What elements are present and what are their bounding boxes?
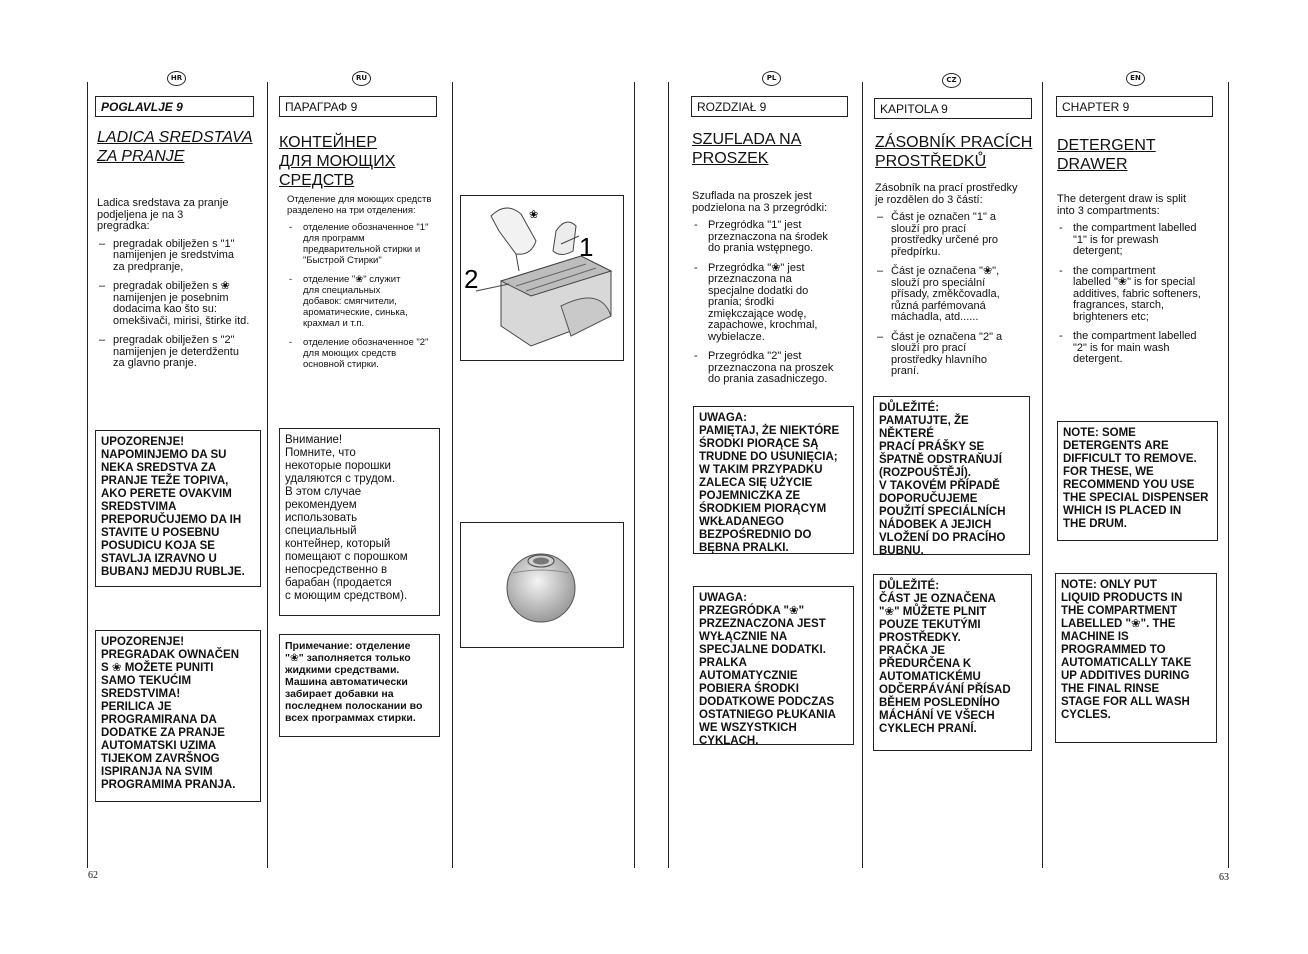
list-dash: - — [289, 274, 293, 285]
warning-line: PROGRAMMED TO — [1061, 644, 1166, 656]
section-title-pl — [692, 130, 801, 168]
warning-line: UPOZORENJE! — [101, 436, 185, 448]
item-line: slouží pro prací — [891, 342, 967, 354]
item-line: praní. — [891, 365, 920, 377]
warning-line: BEZPOŚREDNIO DO — [699, 529, 812, 541]
warning-line: SAMO TEKUĆIM — [101, 675, 192, 687]
warning-line: SREDSTVIMA — [101, 501, 177, 513]
warning-line: использовать — [285, 512, 358, 524]
warning-line: WHICH IS PLACED IN — [1063, 505, 1182, 517]
divider-line — [634, 82, 635, 868]
warning-box-ru — [279, 428, 440, 616]
item-line: do prania wstępnego. — [708, 242, 814, 254]
warning-line: PAMIĘTAJ, ŻE NIEKTÓRE — [699, 425, 840, 437]
warning-line: AUTOMATICKÉMU — [879, 671, 981, 683]
intro-line: разделено на три отделения: — [287, 205, 416, 216]
warning-line: NOTE: ONLY PUT — [1061, 579, 1157, 591]
divider-line — [267, 82, 268, 868]
title-line: КОНТЕЙНЕР — [279, 134, 377, 151]
item-line: namijenjen je sredstvima — [113, 249, 235, 261]
item-line: omekšivači, mirisi, štirke itd. — [113, 314, 250, 327]
title-line: SZUFLADA NA — [692, 131, 802, 148]
compartment-item — [97, 239, 262, 274]
item-line: namijenjen je posebnim — [113, 291, 229, 304]
warning-line: "❀" заполняется только — [285, 652, 411, 664]
title-line: СРЕДСТВ — [279, 172, 355, 189]
warning-line: PRANJE TEŽE TOPIVA, — [101, 475, 229, 487]
intro-line: into 3 compartments: — [1057, 204, 1160, 217]
item-line: zmiękczające wodę, — [708, 307, 807, 320]
warning-line: PRAČKA JE — [879, 645, 946, 657]
item-line: для программ — [303, 233, 365, 244]
item-line: dodacima kao što su: — [113, 303, 217, 315]
intro-line: Ladica sredstava za pranje — [97, 197, 229, 209]
item-line: Část je označena "2" a — [891, 330, 1003, 343]
warning-line: BUBNU. — [879, 545, 924, 557]
note-box-pl — [693, 586, 854, 745]
intro-paragraph — [875, 183, 1035, 206]
item-line: různá parfémovaná — [891, 299, 986, 312]
warning-box-hr — [95, 430, 261, 587]
intro-line: The detergent draw is split — [1057, 193, 1187, 205]
item-line: přísady, změkčovadla, — [891, 288, 1000, 300]
item-line: wybielacze. — [708, 330, 765, 343]
warning-line: ŚRODKI PIORĄCE SĄ — [699, 438, 819, 450]
chapter-heading-hr: POGLAVLJE 9 — [95, 96, 254, 117]
warning-line: UPOZORENJE! — [101, 636, 185, 648]
title-line: DETERGENT — [1057, 137, 1156, 154]
intro-line: Отделение для моющих средств — [287, 194, 432, 205]
warning-line: специальный — [285, 525, 357, 537]
warning-line: STAGE FOR ALL WASH — [1061, 696, 1190, 708]
warning-line: помещают с порошком — [285, 551, 408, 563]
warning-line: LABELLED "❀". THE — [1061, 618, 1176, 630]
language-badge-cz: CZ — [942, 73, 961, 88]
item-line: prostředky hlavního — [891, 353, 987, 366]
item-line: pregradak obilježen s "2" — [113, 334, 235, 346]
intro-paragraph — [287, 194, 449, 216]
intro-line: Szuflada na proszek jest — [692, 190, 812, 202]
warning-line: ISPIRANJA NA SVIM — [101, 766, 213, 778]
item-line: предварительной стирки и — [303, 244, 421, 255]
warning-line: PERILICA JE — [101, 701, 172, 713]
item-line: prostředky určené pro — [891, 234, 998, 246]
warning-line: WKŁADANEGO — [699, 516, 784, 528]
warning-line: NAPOMINJEMO DA SU — [101, 449, 227, 461]
item-line: slouží pro speciální — [891, 276, 986, 289]
language-badge-ru: RU — [352, 71, 371, 86]
warning-line: THE FINAL RINSE — [1061, 683, 1160, 695]
item-line: Przegródka "2" jest — [708, 350, 802, 362]
list-dash: – — [99, 280, 106, 292]
warning-line: DIFFICULT TO REMOVE. — [1063, 453, 1197, 465]
item-line: detergent; — [1073, 245, 1123, 257]
warning-line: рекомендуем — [285, 499, 357, 511]
note-box-hr — [95, 630, 261, 802]
body-text-en — [1057, 194, 1217, 374]
language-badge-pl: PL — [762, 71, 781, 86]
list-dash: - — [1059, 330, 1063, 342]
warning-line: PRZEZNACZONA JEST — [699, 618, 826, 630]
warning-line: STAVLJA IZRAVNO U — [101, 553, 217, 565]
item-line: ароматические, синька, — [303, 307, 408, 318]
intro-line: pregradka: — [97, 220, 150, 232]
divider-line — [862, 82, 863, 868]
intro-line: podzielona na 3 przegródki: — [692, 201, 828, 214]
warning-line: MACHINE IS — [1061, 631, 1129, 643]
item-line: the compartment labelled — [1073, 330, 1197, 342]
item-line: Przegródka "1" jest — [708, 219, 802, 231]
item-line: labelled "❀" is for special — [1073, 276, 1196, 288]
warning-line: TRUDNE DO USUNIĘCIA; — [699, 451, 838, 463]
compartment-item — [97, 335, 262, 370]
warning-line: PROGRAMIMA PRANJA. — [101, 779, 236, 791]
warning-line: ODČERPÁVÁNÍ PŘÍSAD — [879, 684, 1011, 696]
item-line: fragrances, starch, — [1073, 299, 1165, 311]
compartment-item — [692, 351, 857, 386]
warning-line: UP ADDITIVES DURING — [1061, 670, 1190, 682]
list-dash: – — [99, 334, 106, 346]
warning-line: некоторые порошки — [285, 460, 391, 472]
item-line: detergent. — [1073, 353, 1123, 365]
warning-line: NEKA SREDSTVA ZA — [101, 462, 217, 474]
item-line: отделение обозначенное "2" — [303, 337, 429, 348]
language-badge-en: EN — [1126, 71, 1145, 86]
list-dash: - — [694, 261, 698, 274]
compartment-item — [875, 212, 1035, 258]
compartment-list — [287, 222, 449, 370]
warning-line: VLOŽENÍ DO PRACÍHO — [879, 532, 1006, 544]
warning-box-en — [1057, 421, 1218, 541]
list-dash: - — [694, 219, 698, 231]
chapter-heading-cz: KAPITOLA 9 — [874, 98, 1032, 119]
warning-line: Внимание! — [285, 434, 343, 446]
warning-line: ČÁST JE OZNAČENA — [879, 593, 996, 605]
warning-line: PRACÍ PRÁŠKY SE — [879, 441, 985, 453]
language-badge-hr: HR — [167, 71, 186, 86]
compartment-item — [875, 332, 1035, 378]
warning-line: POJEMNICZKA ZE — [699, 490, 801, 502]
warning-line: AUTOMATSKI UZIMA — [101, 740, 217, 752]
compartment-item — [1057, 331, 1217, 366]
warning-line: ŚRODKIEM PIORĄCYM — [699, 503, 827, 515]
note-box-en — [1055, 573, 1217, 743]
warning-line: PRALKA — [699, 657, 747, 669]
warning-line: с моющим средством). — [285, 590, 408, 602]
section-title-en — [1057, 136, 1156, 174]
chapter-heading-en: CHAPTER 9 — [1056, 96, 1213, 117]
warning-line: CYCLES. — [1061, 709, 1111, 721]
item-line: prania; środki — [708, 296, 775, 308]
warning-line: контейнер, который — [285, 538, 391, 550]
warning-line: AKO PERETE OVAKVIM — [101, 488, 232, 500]
item-line: для специальных — [303, 285, 381, 296]
warning-line: SREDSTVIMA! — [101, 688, 181, 700]
compartment-item — [97, 281, 262, 327]
list-dash: - — [694, 350, 698, 362]
item-line: additives, fabric softeners, — [1073, 287, 1201, 300]
item-line: pregradak obilježen s ❀ — [113, 280, 230, 292]
intro-line: podjeljena je na 3 — [97, 208, 184, 221]
warning-line: UWAGA: — [699, 412, 747, 424]
divider-line — [87, 82, 88, 868]
intro-paragraph — [1057, 194, 1217, 217]
item-line: pregradak obilježen s "1" — [113, 237, 235, 250]
warning-line: удаляются с трудом. — [285, 473, 396, 485]
title-line: PROSTŘEDKŮ — [875, 153, 987, 170]
warning-line: Примечание: отделение — [285, 640, 411, 652]
warning-line: DOPORUČUJEME — [879, 493, 978, 505]
item-line: předpírku. — [891, 245, 941, 258]
warning-line: забирает добавки на — [285, 688, 394, 700]
warning-line: ZALECA SIĘ UŻYCIE — [699, 477, 813, 489]
dispenser-ball-figure — [460, 522, 624, 648]
intro-line: Zásobník na prací prostředky — [875, 182, 1018, 194]
warning-line: POBIERA ŚRODKI — [699, 683, 799, 695]
page-number-right: 63 — [1219, 872, 1229, 883]
section-title-hr — [97, 128, 253, 166]
warning-line: S ❀ MOŽETE PUNITI — [101, 662, 214, 674]
warning-line: W TAKIM PRZYPADKU — [699, 464, 823, 476]
list-dash: – — [877, 265, 884, 277]
list-dash: - — [1059, 264, 1063, 277]
list-dash: – — [99, 237, 106, 250]
section-title-ru — [279, 133, 395, 190]
warning-line: MÁCHÁNÍ VE VŠECH — [879, 710, 995, 722]
list-dash: – — [877, 330, 884, 343]
page-number-left: 62 — [88, 870, 98, 881]
warning-line: WYŁĄCZNIE NA — [699, 631, 788, 643]
item-line: the compartment — [1073, 264, 1156, 277]
warning-line: PRZEGRÓDKA "❀" — [699, 605, 805, 617]
warning-line: Машина автоматически — [285, 676, 408, 688]
warning-line: (ROZPOUŠTĚJÍ). — [879, 467, 972, 479]
item-line: zapachowe, krochmal, — [708, 319, 818, 331]
warning-line: PREPORUČUJEMO DA IH — [101, 514, 242, 526]
note-box-cz — [873, 574, 1032, 751]
warning-line: THE SPECIAL DISPENSER — [1063, 492, 1209, 504]
divider-line — [1228, 82, 1229, 868]
item-line: do prania zasadniczego. — [708, 373, 828, 385]
warning-line: последнем полоскании во — [285, 700, 423, 712]
compartment-item — [287, 222, 449, 266]
drawer-illustration — [461, 196, 623, 360]
dispenser-ball-illustration — [461, 523, 623, 647]
title-line: PROSZEK — [692, 150, 769, 167]
compartment-item — [875, 266, 1035, 324]
warning-line: SPECJALNE DODATKI. — [699, 644, 826, 656]
warning-line: PAMATUJTE, ŽE NĚKTERÉ — [879, 415, 969, 440]
item-line: za glavno pranje. — [113, 357, 197, 369]
list-dash: - — [289, 222, 293, 233]
intro-paragraph — [692, 191, 857, 214]
warning-line: барабан (продается — [285, 577, 392, 589]
compartment-item — [692, 220, 857, 255]
warning-line: всех программах стирки. — [285, 712, 416, 724]
body-text-hr — [97, 198, 262, 378]
item-line: Przegródka "❀" jest — [708, 261, 805, 274]
title-line: LADICA SREDSTAVA — [97, 129, 253, 146]
compartment-list — [97, 239, 262, 370]
warning-line: WE WSZYSTKICH — [699, 722, 797, 734]
chapter-heading-pl: ROZDZIAŁ 9 — [691, 96, 848, 117]
compartment-item — [692, 263, 857, 344]
detergent-drawer-figure — [460, 195, 624, 361]
item-line: przeznaczona na proszek — [708, 361, 834, 374]
item-line: the compartment labelled — [1073, 222, 1197, 234]
warning-line: THE COMPARTMENT — [1061, 605, 1178, 617]
warning-line: POUZE TEKUTÝMI — [879, 619, 981, 631]
item-line: основной стирки. — [303, 359, 379, 370]
body-text-ru — [287, 194, 449, 378]
item-line: добавок: смягчители, — [303, 296, 397, 307]
compartment-item — [287, 337, 449, 370]
item-line: brighteners etc; — [1073, 310, 1149, 323]
title-line: ДЛЯ МОЮЩИХ — [279, 153, 396, 170]
warning-line: В этом случае — [285, 486, 362, 498]
warning-line: CYKLECH PRANÍ. — [879, 723, 977, 735]
item-line: za predpranje, — [113, 260, 184, 273]
warning-line: DODATKOWE PODCZAS — [699, 696, 835, 708]
item-line: крахмал и т.п. — [303, 318, 365, 329]
warning-line: PŘEDURČENA K — [879, 658, 972, 670]
warning-line: RECOMMEND YOU USE — [1063, 479, 1195, 491]
warning-line: PROGRAMIRANA DA — [101, 714, 217, 726]
warning-line: CYKLACH. — [699, 735, 759, 747]
warning-line: THE DRUM. — [1063, 518, 1127, 530]
intro-paragraph — [97, 198, 262, 233]
warning-line: BUBANJ MEDJU RUBLJE. — [101, 566, 245, 578]
warning-line: PROSTŘEDKY. — [879, 632, 961, 644]
item-line: "2" is for main wash — [1073, 341, 1170, 354]
warning-line: DŮLEŽITÉ: — [879, 402, 940, 414]
title-line: ZÁSOBNÍK PRACÍCH — [875, 134, 1033, 151]
compartment-item — [1057, 223, 1217, 258]
note-box-ru — [279, 634, 440, 737]
warning-line: Помните, что — [285, 447, 356, 459]
list-dash: - — [1059, 222, 1063, 234]
compartment-label-2: 2 — [464, 264, 479, 294]
warning-line: STAVITE U POSEBNU — [101, 527, 220, 539]
item-line: "1" is for prewash — [1073, 233, 1159, 246]
item-line: specjalne dodatki do — [708, 284, 809, 297]
warning-line: LIQUID PRODUCTS IN — [1061, 592, 1183, 604]
item-line: отделение обозначенное "1" — [303, 222, 429, 233]
warning-line: TIJEKOM ZAVRŠNOG — [101, 753, 220, 765]
item-line: Část je označen "1" a — [891, 211, 997, 223]
warning-line: DŮLEŽITÉ: — [879, 580, 940, 592]
warning-line: AUTOMATYCZNIE — [699, 670, 798, 682]
list-dash: – — [877, 211, 884, 223]
warning-line: AUTOMATICALLY TAKE — [1061, 657, 1192, 669]
item-line: Část je označena "❀", — [891, 265, 1000, 277]
warning-line: POUŽITÍ SPECIÁLNÍCH — [879, 506, 1006, 518]
warning-line: OSTATNIEGO PŁUKANIA — [699, 709, 836, 721]
item-line: "Быстрой Стирки" — [303, 255, 382, 266]
warning-line: жидкими средствами. — [285, 664, 400, 676]
body-text-pl — [692, 191, 857, 394]
warning-box-pl — [693, 406, 854, 554]
section-title-cz — [875, 133, 1032, 171]
warning-box-cz — [873, 396, 1030, 555]
item-line: máchadla, atd...... — [891, 311, 979, 323]
compartment-item — [1057, 266, 1217, 324]
warning-line: BĚHEM POSLEDNÍHO — [879, 697, 1000, 709]
divider-line — [1042, 82, 1043, 868]
compartment-list — [875, 212, 1035, 378]
warning-line: DODATKE ZA PRANJE — [101, 727, 225, 739]
list-dash: - — [289, 337, 293, 348]
body-text-cz — [875, 183, 1035, 386]
divider-line — [452, 82, 453, 868]
flower-icon: ❀ — [529, 208, 539, 221]
warning-line: NOTE: SOME — [1063, 427, 1136, 439]
compartment-list — [1057, 223, 1217, 366]
item-line: отделение "❀" служит — [303, 274, 401, 285]
chapter-heading-ru: ПАРАГРАФ 9 — [279, 96, 437, 117]
warning-line: непосредственно в — [285, 564, 388, 576]
warning-line: NÁDOBEK A JEJICH — [879, 519, 992, 531]
item-line: slouží pro prací — [891, 222, 967, 235]
item-line: для моющих средств — [303, 348, 397, 359]
divider-line — [668, 82, 669, 868]
compartment-item — [287, 274, 449, 329]
title-line: ZA PRANJE — [97, 148, 185, 165]
compartment-label-1: 1 — [579, 232, 594, 262]
warning-line: BĘBNA PRALKI. — [699, 542, 789, 554]
item-line: namijenjen je deterdžentu — [113, 345, 239, 358]
warning-line: UWAGA: — [699, 592, 747, 604]
warning-line: "❀" MŮŽETE PLNIT — [879, 606, 987, 618]
item-line: przeznaczona na — [708, 273, 792, 285]
item-line: przeznaczona na środek — [708, 230, 828, 243]
warning-line: PREGRADAK OWNAČEN — [101, 649, 239, 661]
warning-line: V TAKOVÉM PŘÍPADĚ — [879, 480, 1000, 492]
warning-line: FOR THESE, WE — [1063, 466, 1154, 478]
title-line: DRAWER — [1057, 156, 1128, 173]
warning-line: ŠPATNĚ ODSTRAŇUJÍ — [879, 454, 1002, 466]
intro-line: je rozdělen do 3 částí: — [875, 193, 983, 206]
warning-line: DETERGENTS ARE — [1063, 440, 1169, 452]
compartment-list — [692, 220, 857, 386]
warning-line: POSUDICU KOJA SE — [101, 540, 215, 552]
